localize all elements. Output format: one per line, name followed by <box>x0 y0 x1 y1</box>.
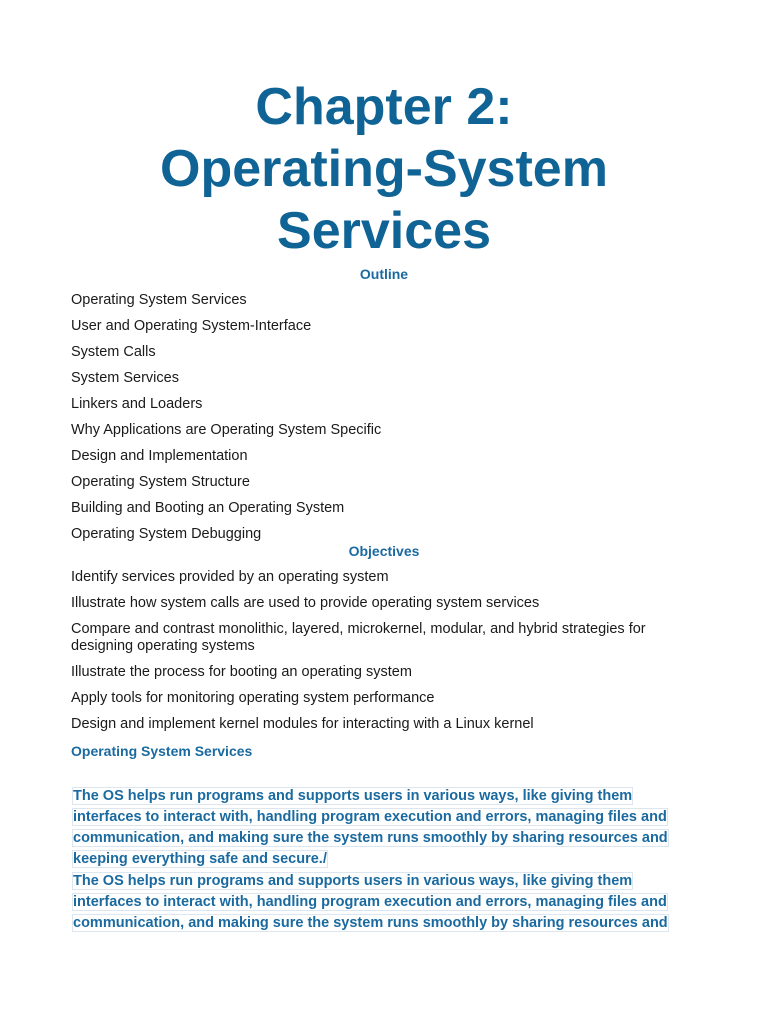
outline-item: Operating System Debugging <box>71 526 262 542</box>
outline-item: Why Applications are Operating System Specific <box>71 422 382 438</box>
os-services-heading: Operating System Services <box>71 743 253 759</box>
objective-item: Apply tools for monitoring operating system performance <box>71 690 435 706</box>
outline-heading: Outline <box>359 266 409 282</box>
outline-item: Operating System Services <box>71 292 247 308</box>
chapter-title-line-2: Operating-System <box>160 140 608 198</box>
outline-item: System Services <box>71 370 179 386</box>
objective-item: Illustrate how system calls are used to provide operating system services <box>71 595 540 611</box>
objectives-list <box>71 569 711 742</box>
outline-item: System Calls <box>71 344 156 360</box>
outline-item: Design and Implementation <box>71 448 248 464</box>
outline-item: Linkers and Loaders <box>71 396 203 412</box>
outline-list <box>71 292 381 552</box>
objective-item: Compare and contrast monolithic, layered, microkernel, modular, and hybrid strategies for designing operating systems <box>71 621 646 654</box>
chapter-title <box>0 76 768 262</box>
os-services-paragraph-text: The OS helps run programs and supports users in various ways, like giving them interfaces to interact with, handling program execution and errors, managing files and communication, and making sure the system runs smoothly by sharing resources and <box>73 873 668 931</box>
outline-item: Building and Booting an Operating System <box>71 500 345 516</box>
chapter-title-line-3: Services <box>277 202 491 260</box>
outline-item: Operating System Structure <box>71 474 250 490</box>
objectives-heading: Objectives <box>348 543 420 559</box>
os-services-paragraph <box>73 786 698 870</box>
objective-item: Illustrate the process for booting an operating system <box>71 664 412 680</box>
os-services-paragraph <box>73 871 698 934</box>
os-services-paragraph-text: The OS helps run programs and supports users in various ways, like giving them interfaces to interact with, handling program execution and errors, managing files and communication, and making sure the system runs smoothly by sharing resources and keeping everything safe and secure./ <box>73 788 668 867</box>
objective-item: Identify services provided by an operating system <box>71 569 389 585</box>
outline-item: User and Operating System-Interface <box>71 318 312 334</box>
objective-item: Design and implement kernel modules for interacting with a Linux kernel <box>71 716 534 732</box>
chapter-title-line-1: Chapter 2: <box>255 78 513 136</box>
